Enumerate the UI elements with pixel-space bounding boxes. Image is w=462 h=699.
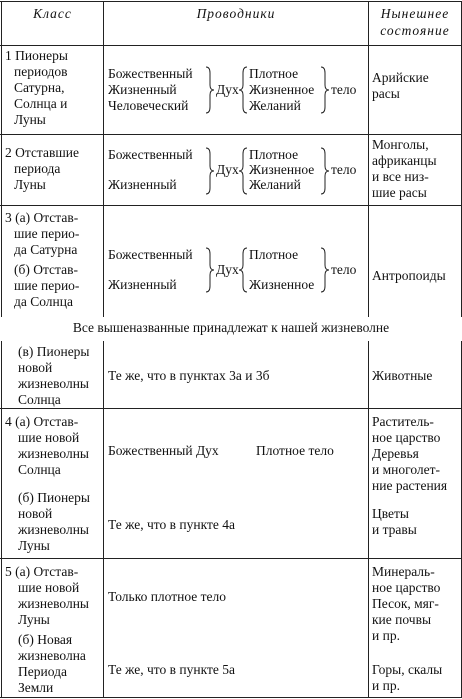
row3-brace-right [320, 247, 330, 293]
row5a-status-l1: Минераль- [372, 564, 435, 579]
rule-col2-2 [368, 341, 369, 697]
row5a-class-l1: 5 (а) Отстав- [5, 564, 79, 579]
row4b-vehicles: Те же, что в пункте 4а [108, 517, 235, 532]
row4b-class-l3: жизневолны [18, 522, 89, 537]
row5a-vehicles: Только плотное тело [108, 589, 227, 604]
row2-right-1: Плотное [249, 147, 299, 162]
row4b-class-l1: (б) Пионеры [18, 490, 90, 505]
row1-right-1: Плотное [249, 66, 299, 81]
row2-end: тело [331, 162, 357, 177]
rule-bottom [0, 697, 462, 698]
row5b-class-l1: (б) Новая [18, 632, 73, 647]
row3-left-1: Божественный [108, 247, 193, 262]
row3b-class-l2: шие перио- [14, 278, 80, 293]
lifewave-note: Все вышеназванные принадлежат к нашей жизневолне [72, 320, 390, 335]
row1-left-2: Жизненный [108, 82, 177, 97]
row2-class-l2: периода [14, 161, 61, 176]
row1-class-l3: Сатурна, [14, 80, 65, 95]
rule-col1-2 [103, 341, 104, 697]
row5a-class-l4: Луны [18, 612, 50, 627]
rule-row2 [0, 205, 462, 206]
row4b-status-l1: Цветы [372, 506, 410, 521]
rule-col1-1 [103, 1, 104, 317]
rule-col2-1 [368, 1, 369, 317]
row3-right-2: Жизненное [249, 277, 315, 292]
row1-brace-mid [238, 66, 248, 114]
row1-class-l5: Луны [14, 112, 46, 127]
row2-status-l2: африканцы [372, 153, 437, 168]
row2-class-l1: 2 Отставшие [5, 145, 79, 160]
row5a-class-l3: жизневолны [18, 596, 89, 611]
row4b-class-l2: новой [18, 506, 53, 521]
row5b-status-l1: Горы, скалы [372, 662, 443, 677]
row3-status: Антропоиды [372, 268, 446, 283]
row2-mid: Дух [216, 162, 239, 177]
row3v-class-l2: новой [18, 360, 53, 375]
row1-brace-right [320, 66, 330, 114]
row3-end: тело [331, 262, 357, 277]
row3-mid: Дух [216, 262, 239, 277]
row5b-class-l2: жизневолна [18, 648, 86, 663]
row5b-vehicles: Те же, что в пункте 5а [108, 662, 235, 677]
row2-brace-mid [238, 147, 248, 195]
row1-status-l1: Арийские [372, 70, 429, 85]
header-status-2: состояние [380, 23, 450, 38]
row4a-status-l3: Деревья [372, 446, 419, 461]
header-status-1: Нынешнее [380, 6, 450, 21]
row1-class-l2: периодов [14, 64, 68, 79]
rule-row3 [0, 408, 462, 409]
row4a-class-l2: шие новой [18, 430, 80, 445]
row4a-vehicles-right: Плотное тело [256, 443, 334, 458]
row4a-status-l5: ние растения [372, 478, 448, 493]
row1-left-1: Божественный [108, 66, 193, 81]
row5b-status-l2: и пр. [372, 678, 400, 693]
row2-brace-right [320, 147, 330, 195]
row5a-status-l5: и пр. [372, 628, 400, 643]
row1-end: тело [331, 82, 357, 97]
row4a-class-l3: жизневолны [18, 446, 89, 461]
row4a-class-l4: Солнца [18, 462, 61, 477]
row4a-class-l1: 4 (а) Отстав- [5, 414, 79, 429]
row4a-vehicles-left: Божественный Дух [108, 443, 219, 458]
header-vehicles: Проводники [196, 6, 276, 21]
row2-left-1: Божественный [108, 147, 193, 162]
row3a-class-l1: 3 (а) Отстав- [5, 210, 79, 225]
row2-class-l3: Луны [14, 177, 46, 192]
rule-left-1 [1, 1, 2, 317]
row3-left-2: Жизненный [108, 277, 177, 292]
rule-top [0, 1, 462, 2]
row3v-class-l3: жизневолны [18, 376, 89, 391]
row1-class-l4: Солнца и [14, 96, 68, 111]
row1-class-l1: 1 Пионеры [5, 48, 68, 63]
row5a-class-l2: шие новой [18, 580, 80, 595]
row3b-class-l1: (б) Отстав- [14, 262, 78, 277]
row3b-class-l3: да Солнца [14, 294, 73, 309]
row1-left-3: Человеческий [108, 98, 189, 113]
row1-status-l2: расы [372, 86, 400, 101]
row1-right-2: Жизненное [249, 82, 315, 97]
row2-right-2: Жизненное [249, 162, 315, 177]
row1-brace-left [205, 66, 215, 114]
rule-row1 [0, 134, 462, 135]
row4b-status-l2: и травы [372, 522, 417, 537]
row2-right-3: Желаний [249, 177, 301, 192]
row2-status-l4: шие расы [372, 185, 427, 200]
row2-brace-left [205, 147, 215, 195]
row3v-status: Животные [372, 368, 433, 383]
header-class: Класс [33, 6, 72, 21]
row4a-status-l4: и многолет- [372, 462, 441, 477]
row3-brace-left [205, 247, 215, 293]
row5a-status-l4: кие почвы [372, 612, 432, 627]
row1-right-3: Желаний [249, 98, 301, 113]
rule-left-2 [1, 341, 2, 697]
row3-brace-mid [238, 247, 248, 293]
rule-header [0, 45, 462, 46]
row3v-class-l4: Солнца [18, 392, 61, 407]
row3-right-1: Плотное [249, 247, 299, 262]
row5a-status-l2: ное царство [372, 580, 441, 595]
row2-status-l3: и все низ- [372, 169, 429, 184]
row4a-status-l1: Раститель- [372, 414, 434, 429]
row5b-class-l4: Земли [18, 680, 54, 695]
row3v-vehicles: Те же, что в пунктах 3а и 3б [108, 368, 270, 383]
row3a-class-l2: шие перио- [14, 226, 80, 241]
row3a-class-l3: да Сатурна [14, 242, 78, 257]
row5b-class-l3: Периода [18, 664, 67, 679]
row1-mid: Дух [216, 82, 239, 97]
row2-left-2: Жизненный [108, 177, 177, 192]
row3v-class-l1: (в) Пионеры [18, 344, 90, 359]
rule-row4 [0, 558, 462, 559]
row4b-class-l4: Луны [18, 538, 50, 553]
row2-status-l1: Монголы, [372, 137, 429, 152]
row5a-status-l3: Песок, мяг- [372, 596, 439, 611]
row4a-status-l2: ное царство [372, 430, 441, 445]
